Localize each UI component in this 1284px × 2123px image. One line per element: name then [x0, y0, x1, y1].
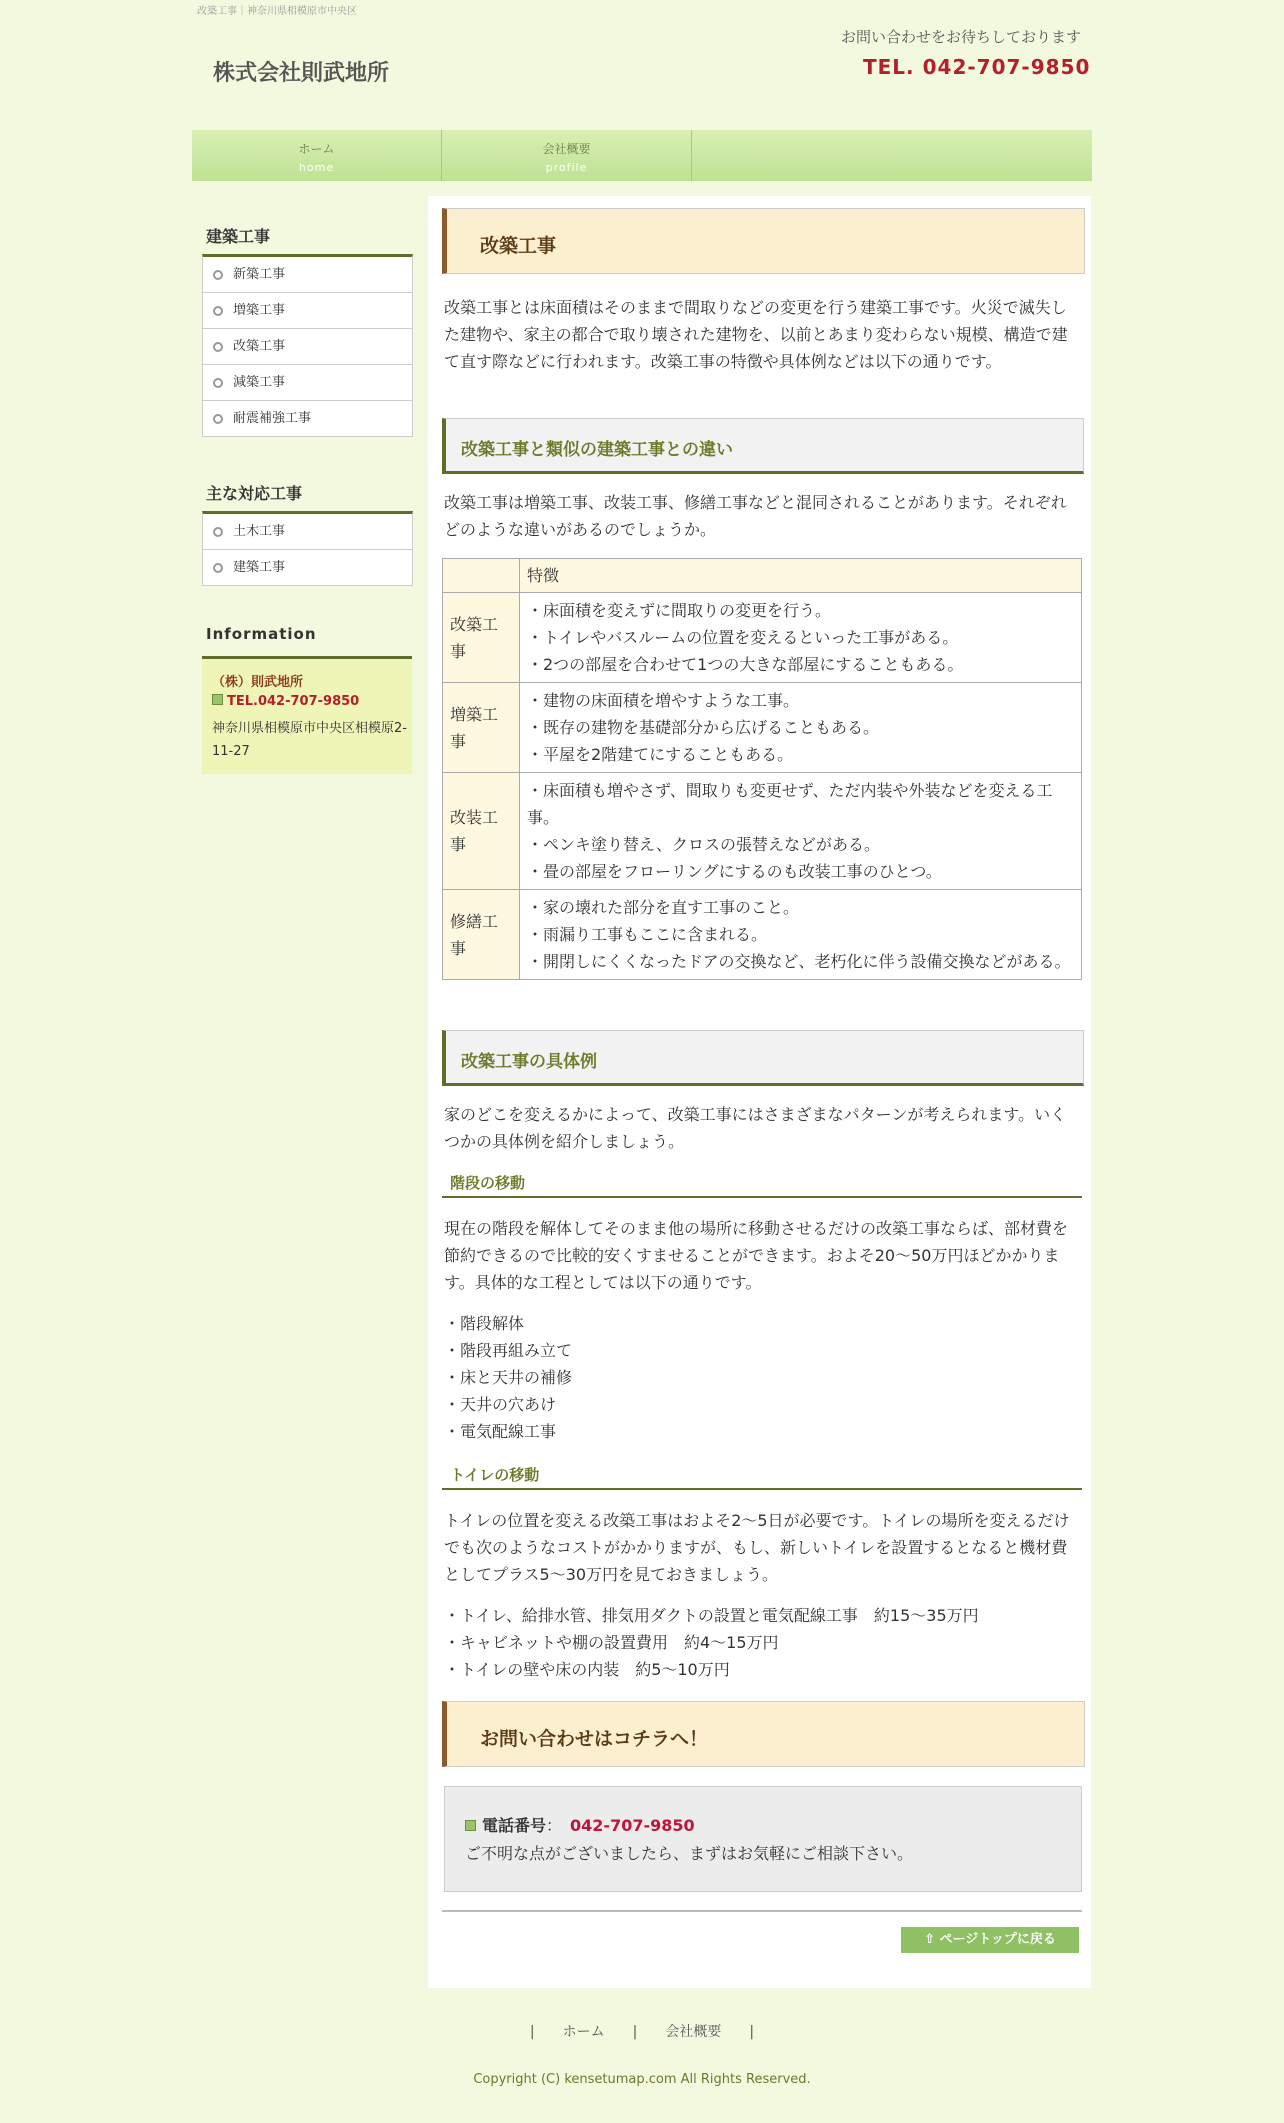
sidebar-heading: 建築工事 [206, 227, 271, 246]
sidebar-menu [202, 511, 413, 586]
comparison-table [442, 558, 1082, 980]
table-row [443, 559, 1082, 593]
phone-number: 042-707-9850 [570, 1816, 695, 1835]
main-content [428, 196, 1091, 1988]
sidebar-item[interactable]: 増築工事 [203, 293, 412, 329]
subsection-text: 現在の階段を解体してそのまま他の場所に移動させるだけの改築工事ならば、部材費を節約できるので比較的安くすませることができます。およそ20～50万円ほどかかります。具体的な工程としては以下の通りです。 [444, 1219, 1069, 1292]
global-nav [192, 130, 1092, 181]
nav-item-label: ホーム [298, 142, 335, 156]
contact-box [444, 1786, 1082, 1892]
divider [442, 1910, 1082, 1912]
list-item: ・トイレ、給排水管、排気用ダクトの設置と電気配線工事 約15～35万円 [444, 1606, 979, 1625]
cost-list [444, 1602, 1080, 1683]
subsection-heading: トイレの移動 [442, 1462, 1082, 1490]
arrow-up-icon: ⇧ [924, 1932, 935, 1947]
site-title[interactable]: 株式会社則武地所 [213, 61, 390, 86]
section-heading: 改築工事の具体例 [442, 1030, 1084, 1086]
copyright: Copyright (C) kensetumap.com All Rights Reserved. [473, 2072, 811, 2087]
table-header: 特徴 [520, 559, 1082, 593]
list-item: ・トイレの壁や床の内装 約5～10万円 [444, 1660, 730, 1679]
info-address: 神奈川県相模原市中央区相模原2-11-27 [212, 721, 407, 759]
sidebar-item[interactable]: 減築工事 [203, 365, 412, 401]
section-text: 改築工事は増築工事、改装工事、修繕工事などと混同されることがあります。それぞれどのような違いがあるのでしょうか。 [444, 493, 1067, 539]
footer-link-home[interactable]: ホーム [562, 2024, 605, 2040]
sidebar-item[interactable]: 耐震補強工事 [203, 401, 412, 436]
tagline: 改築工事｜神奈川県相模原市中央区 [197, 6, 357, 17]
table-row-header: 修繕工事 [443, 890, 520, 980]
table-cell: ・床面積も増やさず、間取りも変更せず、ただ内装や外装などを変える工事。 ・ペンキ塗り替え、クロスの張替えなどがある。 ・畳の部屋をフローリングにするのも改装工事のひとつ。 [520, 773, 1082, 890]
info-company-name: （株）則武地所 [212, 675, 304, 690]
table-row-header: 増築工事 [443, 683, 520, 773]
sidebar-menu [202, 254, 413, 437]
table-row [443, 890, 1082, 980]
subsection-heading: 階段の移動 [442, 1170, 1082, 1198]
nav-item-profile[interactable] [442, 130, 692, 181]
list-item: ・階段再組み立て [444, 1341, 573, 1360]
contact-note: ご不明な点がございましたら、まずはお気軽にご相談下さい。 [465, 1844, 914, 1863]
section-heading: 改築工事と類似の建築工事との違い [442, 418, 1084, 474]
sidebar-item[interactable]: 土木工事 [203, 514, 412, 550]
contact-message: お問い合わせをお待ちしております [841, 28, 1082, 46]
table-cell: ・床面積を変えずに間取りの変更を行う。 ・トイレやバスルームの位置を変えるといった工事がある。 ・2つの部屋を合わせて1つの大きな部屋にすることもある。 [520, 593, 1082, 683]
page-top-button[interactable]: ⇧ ページトップに戻る [901, 1927, 1079, 1953]
footer-nav: | ホーム | 会社概要 | [529, 2024, 755, 2040]
bullet-icon [213, 270, 223, 280]
info-box [202, 656, 412, 774]
nav-item-home[interactable] [192, 130, 442, 181]
table-row-header: 改装工事 [443, 773, 520, 890]
table-row [443, 773, 1082, 890]
sidebar-item[interactable]: 新築工事 [203, 257, 412, 293]
table-row [443, 593, 1082, 683]
bullet-icon [213, 342, 223, 352]
phone-label: 電話番号 [482, 1816, 547, 1835]
info-heading: Information [206, 625, 317, 643]
contact-heading: お問い合わせはコチラへ！ [442, 1701, 1085, 1767]
header-tel: TEL. 042-707-9850 [863, 55, 1091, 79]
section-text: 家のどこを変えるかによって、改築工事にはさまざまなパターンが考えられます。いくつかの具体例を紹介しましょう。 [444, 1105, 1067, 1151]
contact-phone-line: 電話番号： 042-707-9850 [465, 1813, 695, 1836]
bullet-icon [213, 527, 223, 537]
table-cell: ・建物の床面積を増やすような工事。 ・既存の建物を基礎部分から広げることもある。 ・平屋を2階建てにすることもある。 [520, 683, 1082, 773]
page-title: 改築工事 [442, 208, 1085, 274]
sidebar-item[interactable]: 建築工事 [203, 550, 412, 585]
nav-item-label: 会社概要 [542, 142, 591, 156]
subsection-text: トイレの位置を変える改築工事はおよそ2～5日が必要です。トイレの場所を変えるだけでも次のようなコストがかかりますが、もし、新しいトイレを設置するとなると機材費としてプラス5～30万円を見ておきましょう。 [444, 1511, 1070, 1584]
table-row-header: 改築工事 [443, 593, 520, 683]
list-item: ・キャビネットや棚の設置費用 約4～15万円 [444, 1633, 779, 1652]
bullet-icon [213, 414, 223, 424]
table-cell: ・家の壊れた部分を直す工事のこと。 ・雨漏り工事もここに含まれる。 ・開閉しにくくなったドアの交換など、老朽化に伴う設備交換などがある。 [520, 890, 1082, 980]
list-item: ・天井の穴あけ [444, 1395, 557, 1414]
step-list [444, 1310, 1080, 1445]
intro-text: 改築工事とは床面積はそのままで間取りなどの変更を行う建築工事です。火災で滅失した建物や、家主の都合で取り壊された建物を、以前とあまり変わらない規模、構造で建て直す際などに行われます。改築工事の特徴や具体例などは以下の通りです。 [444, 298, 1068, 371]
phone-icon [212, 694, 223, 705]
sidebar-heading: 主な対応工事 [206, 484, 303, 503]
table-row [443, 683, 1082, 773]
info-tel: TEL.042-707-9850 [212, 694, 359, 709]
bullet-icon [213, 306, 223, 316]
sidebar-item[interactable]: 改築工事 [203, 329, 412, 365]
nav-item-sub: profile [545, 161, 588, 174]
list-item: ・電気配線工事 [444, 1422, 557, 1441]
footer-link-profile[interactable]: 会社概要 [665, 2024, 722, 2040]
phone-icon [465, 1820, 476, 1831]
nav-item-sub: home [298, 161, 335, 174]
bullet-icon [213, 563, 223, 573]
list-item: ・床と天井の補修 [444, 1368, 573, 1387]
table-cell [443, 559, 520, 593]
list-item: ・階段解体 [444, 1314, 525, 1333]
bullet-icon [213, 378, 223, 388]
